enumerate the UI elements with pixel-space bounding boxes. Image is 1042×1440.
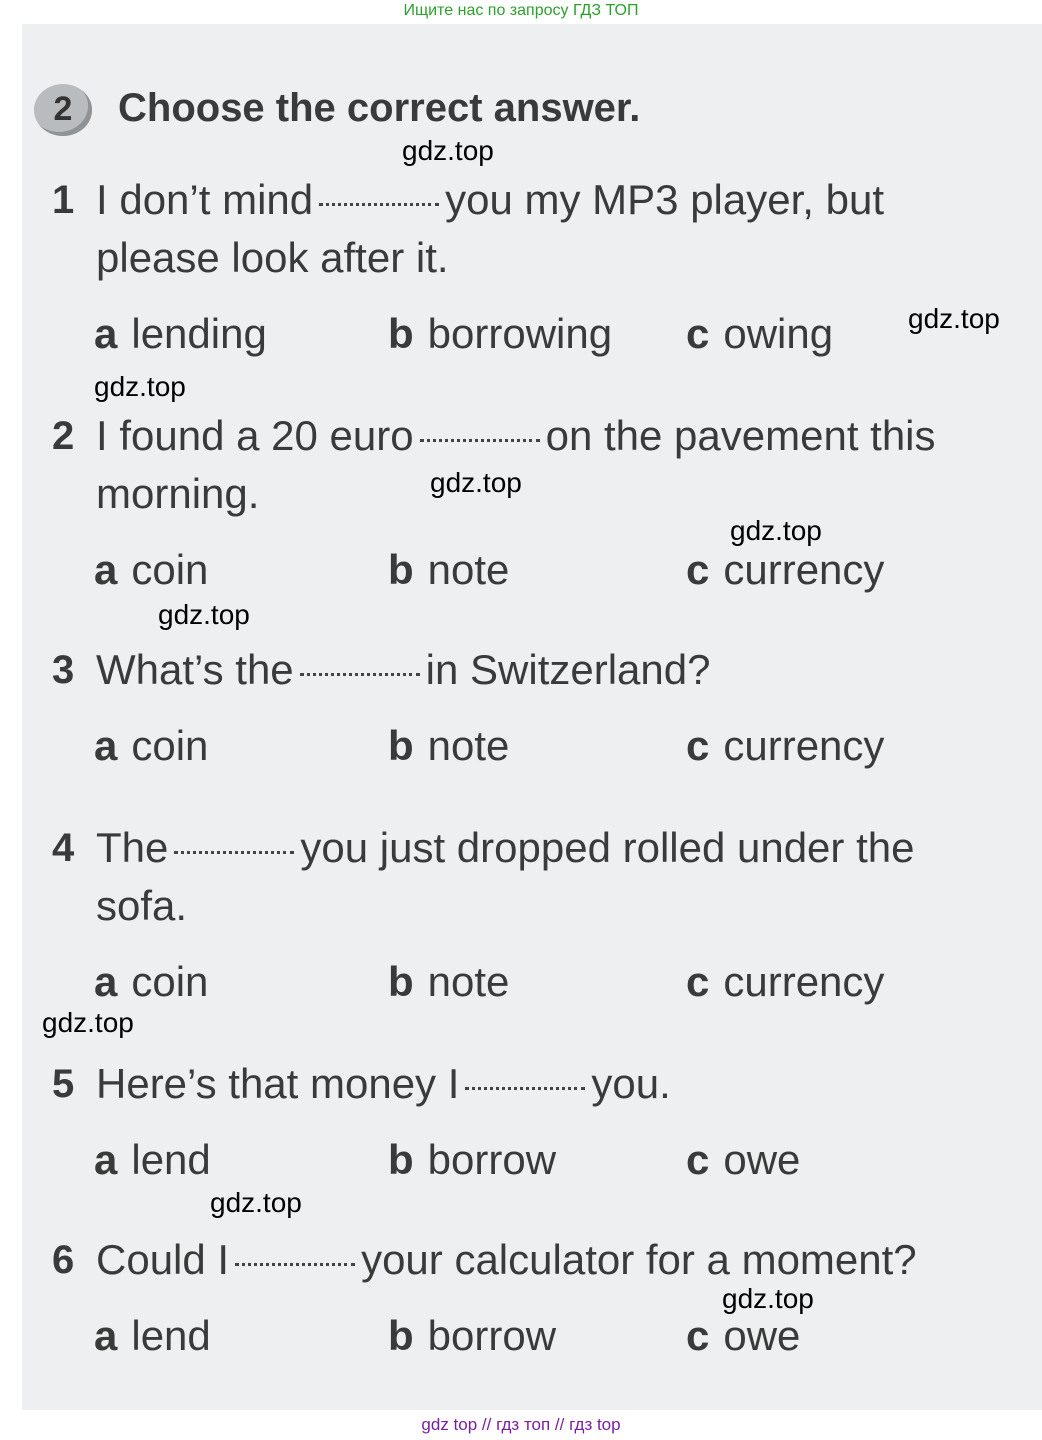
watermark: gdz.top — [158, 599, 250, 630]
option-letter: b — [388, 546, 414, 593]
question-text-after: in Switzerland? — [425, 646, 711, 693]
option-letter: b — [388, 1312, 414, 1359]
option-text: coin — [131, 722, 209, 769]
question-text-line2: please look after it. — [96, 234, 449, 281]
option-letter: a — [94, 546, 118, 593]
watermark: gdz.top — [42, 1007, 134, 1038]
question-text-before: I don’t mind — [96, 176, 314, 223]
option-text: borrowing — [427, 310, 613, 357]
question-text-after: you. — [591, 1060, 671, 1107]
question-text — [96, 408, 936, 464]
question-text-after: you just dropped rolled under the — [300, 824, 915, 871]
option-letter: c — [686, 546, 710, 593]
exercise-instruction: Choose the correct answer. — [118, 86, 641, 130]
watermark: gdz.top — [722, 1283, 814, 1314]
option-text: borrow — [427, 1312, 557, 1359]
option-c[interactable] — [686, 542, 884, 598]
option-a[interactable] — [94, 1132, 211, 1188]
answer-blank — [235, 1261, 355, 1266]
option-b[interactable] — [388, 1132, 556, 1188]
question-number: 3 — [52, 648, 75, 692]
question-text-before: Could I — [96, 1236, 230, 1283]
option-text: currency — [723, 546, 885, 593]
option-letter: a — [94, 958, 118, 1005]
option-text: owing — [723, 310, 834, 357]
question-text — [96, 1232, 917, 1288]
question-text-line2: sofa. — [96, 882, 188, 929]
option-b[interactable] — [388, 1308, 556, 1364]
bottom-banner: gdz top // гдз топ // гдз top — [421, 1415, 621, 1434]
answer-blank — [300, 671, 420, 676]
watermark: gdz.top — [908, 303, 1000, 334]
option-text: note — [427, 722, 510, 769]
question-number: 2 — [52, 414, 75, 458]
question-text — [96, 1056, 671, 1112]
option-c[interactable] — [686, 718, 884, 774]
watermark: gdz.top — [210, 1187, 302, 1218]
option-letter: a — [94, 722, 118, 769]
option-letter: a — [94, 1136, 118, 1183]
option-b[interactable] — [388, 306, 612, 362]
option-text: lending — [131, 310, 267, 357]
exercise-number-badge: 2 — [34, 84, 92, 136]
option-text: currency — [723, 958, 885, 1005]
top-banner: Ищите нас по запросу ГДЗ ТОП — [403, 2, 639, 19]
option-text: lend — [131, 1136, 211, 1183]
answer-blank — [174, 849, 294, 854]
question-text-before: Here’s that money I — [96, 1060, 460, 1107]
watermark: gdz.top — [94, 371, 186, 402]
answer-blank — [420, 437, 540, 442]
question-text-before: What’s the — [96, 646, 294, 693]
option-letter: c — [686, 310, 710, 357]
option-text: note — [427, 546, 510, 593]
question-text-after: on the pavement this — [545, 412, 936, 459]
option-letter: c — [686, 958, 710, 1005]
question-text-after: you my MP3 player, but — [445, 176, 884, 223]
question-text-line2: morning. — [96, 470, 260, 517]
option-b[interactable] — [388, 954, 509, 1010]
question-number: 1 — [52, 178, 75, 222]
option-c[interactable] — [686, 954, 884, 1010]
question-text — [96, 172, 884, 228]
option-text: owe — [723, 1136, 801, 1183]
option-text: lend — [131, 1312, 211, 1359]
answer-blank — [465, 1085, 585, 1090]
option-letter: a — [94, 310, 118, 357]
question-number: 4 — [52, 826, 75, 870]
question-text-after: your calculator for a moment? — [361, 1236, 917, 1283]
option-a[interactable] — [94, 306, 267, 362]
watermark: gdz.top — [402, 135, 494, 166]
option-letter: b — [388, 310, 414, 357]
option-b[interactable] — [388, 542, 509, 598]
option-text: coin — [131, 546, 209, 593]
option-text: owe — [723, 1312, 801, 1359]
watermark: gdz.top — [430, 467, 522, 498]
option-letter: c — [686, 1136, 710, 1183]
question-text — [96, 642, 710, 698]
question-number: 6 — [52, 1238, 75, 1282]
option-b[interactable] — [388, 718, 509, 774]
option-letter: b — [388, 958, 414, 1005]
option-c[interactable] — [686, 1308, 800, 1364]
option-c[interactable] — [686, 306, 833, 362]
option-text: borrow — [427, 1136, 557, 1183]
question-text — [96, 820, 914, 876]
watermark: gdz.top — [730, 515, 822, 546]
option-letter: c — [686, 1312, 710, 1359]
option-text: note — [427, 958, 510, 1005]
option-text: currency — [723, 722, 885, 769]
question-text-before: I found a 20 euro — [96, 412, 414, 459]
option-letter: b — [388, 722, 414, 769]
option-a[interactable] — [94, 718, 208, 774]
option-a[interactable] — [94, 542, 208, 598]
answer-blank — [319, 201, 439, 206]
option-a[interactable] — [94, 954, 208, 1010]
option-letter: a — [94, 1312, 118, 1359]
option-letter: b — [388, 1136, 414, 1183]
question-text-before: The — [96, 824, 169, 871]
option-c[interactable] — [686, 1132, 800, 1188]
option-a[interactable] — [94, 1308, 211, 1364]
option-text: coin — [131, 958, 209, 1005]
question-number: 5 — [52, 1062, 75, 1106]
option-letter: c — [686, 722, 710, 769]
